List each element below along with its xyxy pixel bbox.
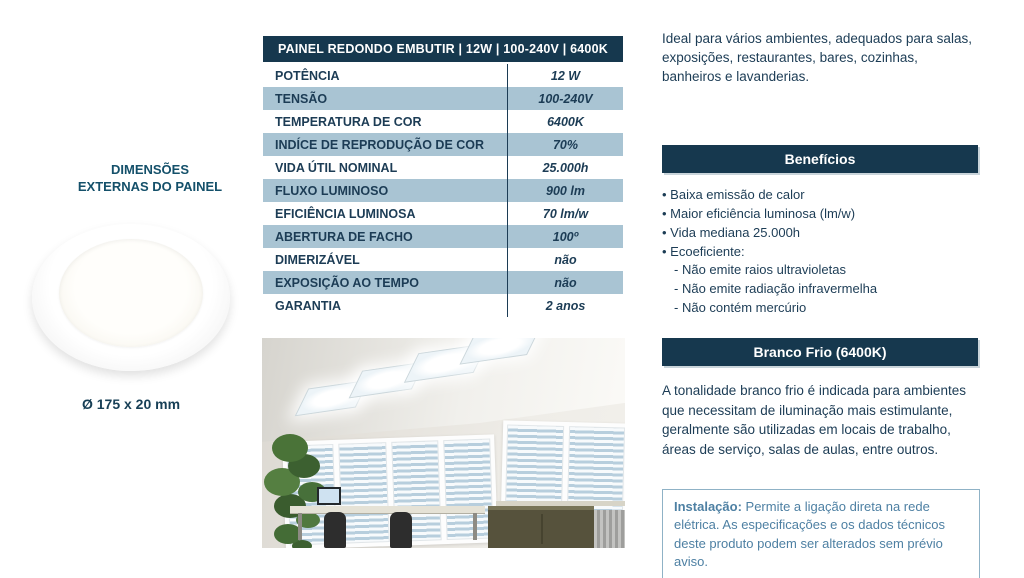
spec-label: TENSÃO bbox=[275, 91, 328, 106]
table-row bbox=[263, 87, 623, 110]
benefits-list bbox=[662, 186, 980, 318]
table-row bbox=[263, 156, 623, 179]
spec-value: 70 lm/w bbox=[507, 202, 623, 225]
photo-chair bbox=[324, 512, 346, 548]
photo-chair bbox=[390, 512, 412, 548]
table-row bbox=[263, 110, 623, 133]
window-pane bbox=[506, 425, 563, 512]
photo-radiator bbox=[594, 510, 625, 548]
dimensions-title bbox=[40, 162, 260, 196]
table-row bbox=[263, 202, 623, 225]
installation-text: Permite a ligação direta na rede elétrica. As especificações e os dados técnicos deste produto podem ser alterados sem prévio aviso. bbox=[674, 499, 945, 570]
benefit-item: • Vida mediana 25.000h bbox=[662, 224, 980, 243]
spec-label: VIDA ÚTIL NOMINAL bbox=[275, 160, 398, 175]
panel-inner-diffuser bbox=[59, 239, 204, 348]
spec-label: GARANTIA bbox=[275, 298, 341, 313]
spec-value: 900 lm bbox=[507, 179, 623, 202]
table-row bbox=[263, 225, 623, 248]
office-photo bbox=[262, 338, 625, 548]
spec-label: FLUXO LUMINOSO bbox=[275, 183, 389, 198]
dimensions-title-line1: DIMENSÕES bbox=[110, 162, 189, 177]
table-row bbox=[263, 294, 623, 317]
photo-cabinet bbox=[488, 506, 594, 548]
spec-label: POTÊNCIA bbox=[275, 68, 340, 83]
table-row bbox=[263, 271, 623, 294]
benefit-sub-item: - Não contém mercúrio bbox=[662, 299, 980, 318]
photo-desk bbox=[290, 506, 485, 540]
spec-label: ABERTURA DE FACHO bbox=[275, 229, 413, 244]
spec-label: EXPOSIÇÃO AO TEMPO bbox=[275, 275, 420, 290]
table-row bbox=[263, 133, 623, 156]
spec-value: 70% bbox=[507, 133, 623, 156]
table-row bbox=[263, 179, 623, 202]
spec-value: 2 anos bbox=[507, 294, 623, 317]
spec-label: TEMPERATURA DE COR bbox=[275, 114, 422, 129]
spec-label: INDÍCE DE REPRODUÇÃO DE COR bbox=[275, 137, 485, 152]
spec-value: 6400K bbox=[507, 110, 623, 133]
color-tone-paragraph: A tonalidade branco frio é indicada para ambientes que necessitam de iluminação mais estimulante, geralmente são utilizadas em locais de trabalho, áreas de serviço, salas de aulas, entre outros. bbox=[662, 383, 966, 457]
spec-value: não bbox=[507, 248, 623, 271]
desk-top bbox=[290, 506, 485, 513]
spec-value: 100-240V bbox=[507, 87, 623, 110]
benefit-item: • Ecoeficiente: bbox=[662, 243, 980, 262]
installation-note bbox=[662, 489, 980, 578]
desk-leg bbox=[473, 513, 477, 540]
benefit-sub-item: - Não emite radiação infravermelha bbox=[662, 280, 980, 299]
color-tone-header: Branco Frio (6400K) bbox=[662, 338, 978, 366]
table-row bbox=[263, 248, 623, 271]
spec-value: 100º bbox=[507, 225, 623, 248]
panel-dimensions-label: Ø 175 x 20 mm bbox=[81, 396, 181, 412]
dimensions-title-line2: EXTERNAS DO PAINEL bbox=[77, 178, 223, 194]
spec-label: DIMERIZÁVEL bbox=[275, 252, 360, 267]
benefit-item: • Baixa emissão de calor bbox=[662, 186, 980, 205]
spec-value: não bbox=[507, 271, 623, 294]
spec-label: EFICIÊNCIA LUMINOSA bbox=[275, 206, 416, 221]
desk-leg bbox=[298, 513, 302, 540]
benefit-item: • Maior eficiência luminosa (lm/w) bbox=[662, 205, 980, 224]
spec-table-title: PAINEL REDONDO EMBUTIR | 12W | 100-240V | 6400K bbox=[263, 36, 623, 62]
benefit-sub-item: - Não emite raios ultravioletas bbox=[662, 261, 980, 280]
intro-paragraph: Ideal para vários ambientes, adequados para salas, exposições, restaurantes, bares, cozinhas, banheiros e lavanderias. bbox=[662, 31, 972, 84]
installation-label: Instalação: bbox=[674, 499, 742, 514]
benefits-header: Benefícios bbox=[662, 145, 978, 173]
spec-table bbox=[263, 36, 623, 317]
spec-value: 12 W bbox=[507, 64, 623, 87]
spec-value: 25.000h bbox=[507, 156, 623, 179]
table-row bbox=[263, 64, 623, 87]
round-led-panel-image bbox=[32, 224, 230, 371]
photo-monitor bbox=[317, 487, 341, 505]
